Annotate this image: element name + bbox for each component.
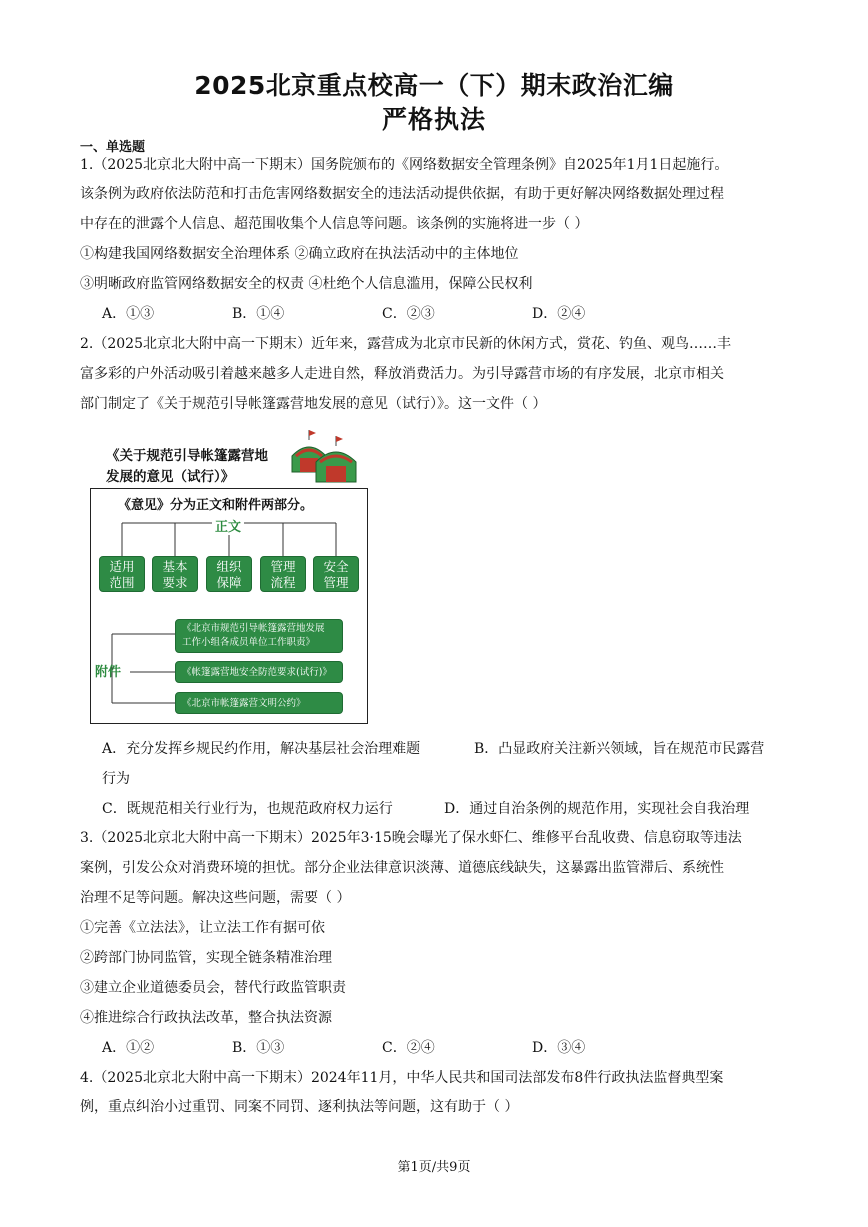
q1-option-c: C．②③ [382, 306, 435, 322]
figure-annex-3 [175, 692, 343, 714]
figure-box-process [260, 556, 306, 592]
q2-line-3: 部门制定了《关于规范引导帐篷露营地发展的意见（试行）》。这一文件（ ） [80, 396, 547, 412]
q3-line-2: 案例，引发公众对消费环境的担忧。部分企业法律意识淡薄、道德底线缺失，这暴露出监管滞后、系统性 [80, 860, 724, 876]
annex-line-2: 工作小组各成员单位工作职责》 [182, 637, 316, 648]
q1-line-1: 1.（2025北京北大附中高一下期末）国务院颁布的《网络数据安全管理条例》自2025年1月1日起施行。 [80, 157, 729, 173]
figure-main-label: 正文 [212, 516, 244, 535]
page-footer: 第1页/共9页 [397, 1160, 471, 1175]
q2-option-b: B．凸显政府关注新兴领域，旨在规范市民露营 [474, 741, 765, 757]
q3-option-b: B．①③ [232, 1040, 285, 1056]
q1-option-b: B．①④ [232, 306, 285, 322]
q3-option-d: D．③④ [532, 1040, 586, 1056]
q4-line-2: 例，重点纠治小过重罚、同案不同罚、逐利执法等问题，这有助于（ ） [80, 1099, 519, 1115]
figure-box-scope [99, 556, 145, 592]
figure-box-safety [313, 556, 359, 592]
box-line-2: 保障 [216, 575, 242, 590]
q2-line-1: 2.（2025北京北大附中高一下期末）近年来，露营成为北京市民新的休闲方式，赏花、钓鱼、观鸟……丰 [80, 336, 731, 352]
box-line-1: 管理 [270, 559, 296, 574]
q3-statement-1: ①完善《立法法》，让立法工作有据可依 [80, 920, 325, 936]
box-line-1: 安全 [323, 559, 349, 574]
box-line-1: 组织 [216, 559, 242, 574]
q3-statement-2: ②跨部门协同监管，实现全链条精准治理 [80, 950, 332, 966]
document-title: 2025北京重点校高一（下）期末政治汇编 [194, 71, 674, 100]
document-subtitle: 严格执法 [381, 105, 486, 134]
figure-box-requirements [152, 556, 198, 592]
q3-option-c: C．②④ [382, 1040, 435, 1056]
q4-line-1: 4.（2025北京北大附中高一下期末）2024年11月，中华人民共和国司法部发布8件行政执法监督典型案 [80, 1070, 724, 1086]
box-line-2: 管理 [323, 575, 349, 590]
box-line-1: 基本 [162, 559, 188, 574]
q2-option-c: C．既规范相关行业行为，也规范政府权力运行 [102, 801, 393, 817]
q1-statement-12: ①构建我国网络数据安全治理体系 ②确立政府在执法活动中的主体地位 [80, 246, 519, 262]
annex-line-1: 《帐篷露营地安全防范要求(试行)》 [182, 667, 332, 678]
figure-caption-line-2: 发展的意见（试行）》 [106, 469, 235, 485]
q1-option-d: D．②④ [532, 306, 586, 322]
section-heading: 一、单选题 [80, 140, 146, 155]
box-line-1: 适用 [109, 559, 135, 574]
q3-statement-4: ④推进综合行政执法改革，整合执法资源 [80, 1010, 332, 1026]
box-line-2: 范围 [109, 575, 135, 590]
box-line-2: 流程 [270, 575, 296, 590]
figure-annex-1 [175, 619, 343, 653]
figure-box-organization [206, 556, 252, 592]
q3-option-a: A．①② [102, 1040, 155, 1056]
q1-statement-34: ③明晰政府监管网络数据安全的权责 ④杜绝个人信息滥用，保障公民权利 [80, 276, 533, 292]
q2-option-a: A．充分发挥乡规民约作用，解决基层社会治理难题 [102, 741, 421, 757]
tent-icon [292, 430, 356, 482]
box-line-2: 要求 [162, 575, 188, 590]
figure-annex-2 [175, 661, 343, 683]
annex-line-1: 《北京市规范引导帐篷露营地发展 [182, 623, 325, 634]
figure-annex-label: 附件 [95, 665, 122, 680]
q3-line-3: 治理不足等问题。解决这些问题，需要（ ） [80, 890, 351, 906]
q2-option-b-cont: 行为 [102, 771, 130, 787]
q3-statement-3: ③建立企业道德委员会，替代行政监管职责 [80, 980, 346, 996]
q1-line-2: 该条例为政府依法防范和打击危害网络数据安全的违法活动提供依据，有助于更好解决网络数据处理过程 [80, 186, 724, 202]
q2-option-d: D．通过自治条例的规范作用，实现社会自我治理 [444, 801, 750, 817]
figure-top-text: 《意见》分为正文和附件两部分。 [118, 498, 314, 513]
q2-line-2: 富多彩的户外活动吸引着越来越多人走进自然，释放消费活力。为引导露营市场的有序发展，北京市相关 [80, 366, 724, 382]
q1-line-3: 中存在的泄露个人信息、超范围收集个人信息等问题。该条例的实施将进一步（ ） [80, 216, 589, 232]
figure-caption-line-1: 《关于规范引导帐篷露营地 [106, 448, 268, 464]
q1-option-a: A．①③ [102, 306, 155, 322]
q3-line-1: 3.（2025北京北大附中高一下期末）2025年3·15晚会曝光了保水虾仁、维修平台乱收费、信息窃取等违法 [80, 830, 742, 846]
annex-line-1: 《北京市帐篷露营文明公约》 [182, 698, 306, 709]
